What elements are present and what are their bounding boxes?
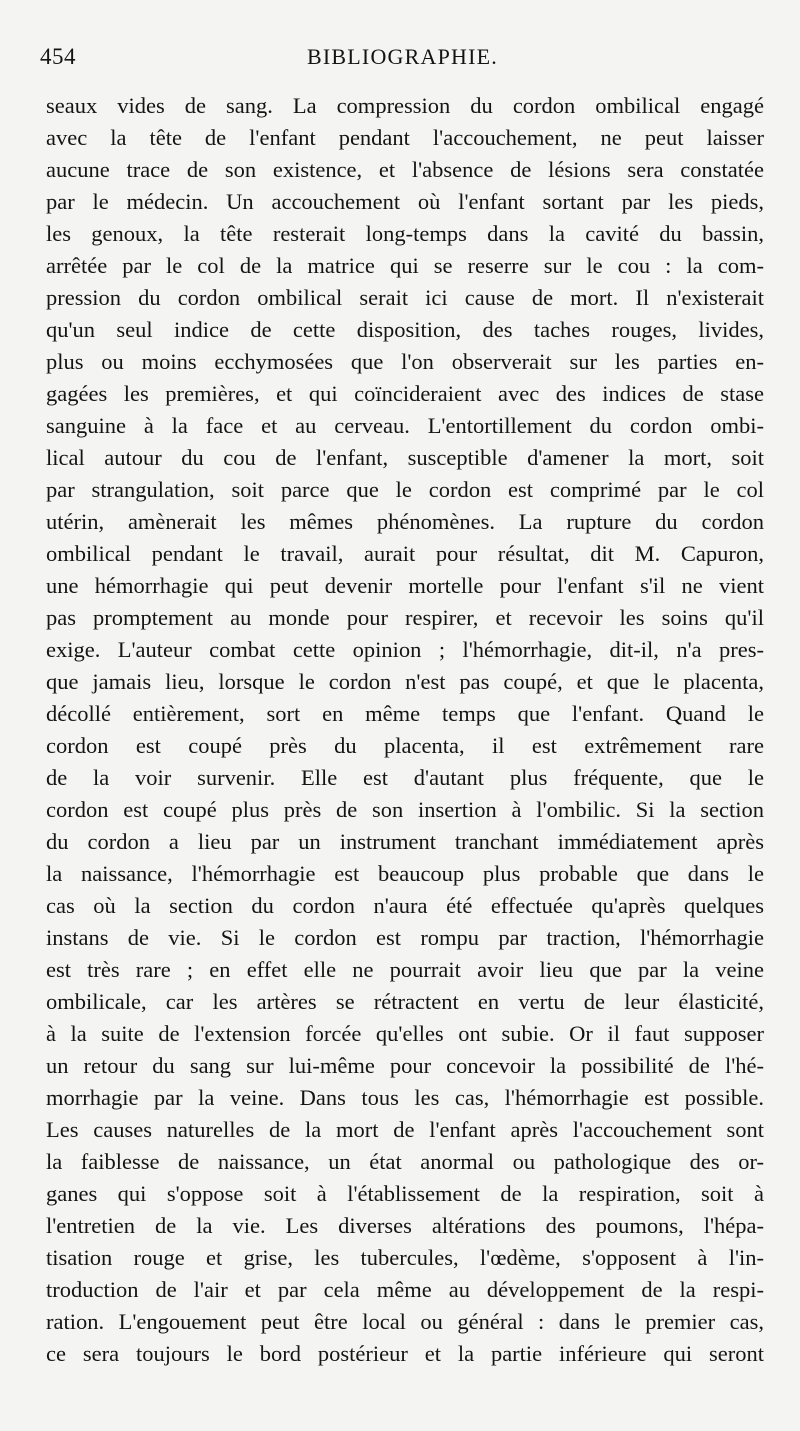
text-line: seaux vides de sang. La compression du cordon ombilical engagé — [46, 93, 764, 118]
text-line: ration. L'engouement peut être local ou général : dans le premier cas, — [46, 1309, 764, 1334]
text-line: ombilicale, car les artères se rétractent en vertu de leur élasticité, — [46, 989, 764, 1014]
text-line: gagées les premières, et qui coïncideraient avec des indices de stase — [46, 381, 764, 406]
text-line: avec la tête de l'enfant pendant l'accouchement, ne peut laisser — [46, 125, 764, 150]
page-header — [40, 44, 765, 74]
text-line: la faiblesse de naissance, un état anormal ou pathologique des or- — [46, 1149, 764, 1174]
text-line: une hémorrhagie qui peut devenir mortelle pour l'enfant s'il ne vient — [46, 573, 764, 598]
text-line: aucune trace de son existence, et l'absence de lésions sera constatée — [46, 157, 764, 182]
text-line: décollé entièrement, sort en même temps que l'enfant. Quand le — [46, 701, 764, 726]
text-line: qu'un seul indice de cette disposition, des taches rouges, livides, — [46, 317, 764, 342]
text-line: cordon est coupé plus près de son insertion à l'ombilic. Si la section — [46, 797, 764, 822]
text-line: la naissance, l'hémorrhagie est beaucoup plus probable que dans le — [46, 861, 764, 886]
text-line: utérin, amènerait les mêmes phénomènes. La rupture du cordon — [46, 509, 764, 534]
text-line: instans de vie. Si le cordon est rompu par traction, l'hémorrhagie — [46, 925, 764, 950]
text-line: est très rare ; en effet elle ne pourrait avoir lieu que par la veine — [46, 957, 764, 982]
page-number: 454 — [40, 44, 76, 69]
text-line: cordon est coupé près du placenta, il est extrêmement rare — [46, 733, 764, 758]
text-line: morrhagie par la veine. Dans tous les cas, l'hémorrhagie est possible. — [46, 1085, 764, 1110]
text-line: les genoux, la tête resterait long-temps dans la cavité du bassin, — [46, 221, 764, 246]
text-line: par strangulation, soit parce que le cordon est comprimé par le col — [46, 477, 764, 502]
text-line: par le médecin. Un accouchement où l'enfant sortant par les pieds, — [46, 189, 764, 214]
text-line: Les causes naturelles de la mort de l'enfant après l'accouchement sont — [46, 1117, 764, 1142]
text-line: l'entretien de la vie. Les diverses altérations des poumons, l'hépa- — [46, 1213, 764, 1238]
text-line: pas promptement au monde pour respirer, et recevoir les soins qu'il — [46, 605, 764, 630]
text-line: ce sera toujours le bord postérieur et la partie inférieure qui seront — [46, 1341, 764, 1366]
text-line: exige. L'auteur combat cette opinion ; l'hémorrhagie, dit-il, n'a pres- — [46, 637, 764, 662]
text-line: que jamais lieu, lorsque le cordon n'est pas coupé, et que le placenta, — [46, 669, 764, 694]
text-line: arrêtée par le col de la matrice qui se reserre sur le cou : la com- — [46, 253, 764, 278]
text-line: un retour du sang sur lui-même pour concevoir la possibilité de l'hé- — [46, 1053, 764, 1078]
running-title: BIBLIOGRAPHIE. — [307, 44, 498, 69]
text-line: de la voir survenir. Elle est d'autant plus fréquente, que le — [46, 765, 764, 790]
body-text — [46, 90, 764, 1370]
text-line: pression du cordon ombilical serait ici cause de mort. Il n'existerait — [46, 285, 764, 310]
text-line: sanguine à la face et au cerveau. L'entortillement du cordon ombi- — [46, 413, 764, 438]
text-line: ombilical pendant le travail, aurait pour résultat, dit M. Capuron, — [46, 541, 764, 566]
text-line: cas où la section du cordon n'aura été effectuée qu'après quelques — [46, 893, 764, 918]
text-line: ganes qui s'oppose soit à l'établissement de la respiration, soit à — [46, 1181, 764, 1206]
text-line: lical autour du cou de l'enfant, susceptible d'amener la mort, soit — [46, 445, 764, 470]
text-line: plus ou moins ecchymosées que l'on observerait sur les parties en- — [46, 349, 764, 374]
text-line: du cordon a lieu par un instrument tranchant immédiatement après — [46, 829, 764, 854]
text-line: à la suite de l'extension forcée qu'elles ont subie. Or il faut supposer — [46, 1021, 764, 1046]
text-line: tisation rouge et grise, les tubercules, l'œdème, s'opposent à l'in- — [46, 1245, 764, 1270]
text-line: troduction de l'air et par cela même au développement de la respi- — [46, 1277, 764, 1302]
